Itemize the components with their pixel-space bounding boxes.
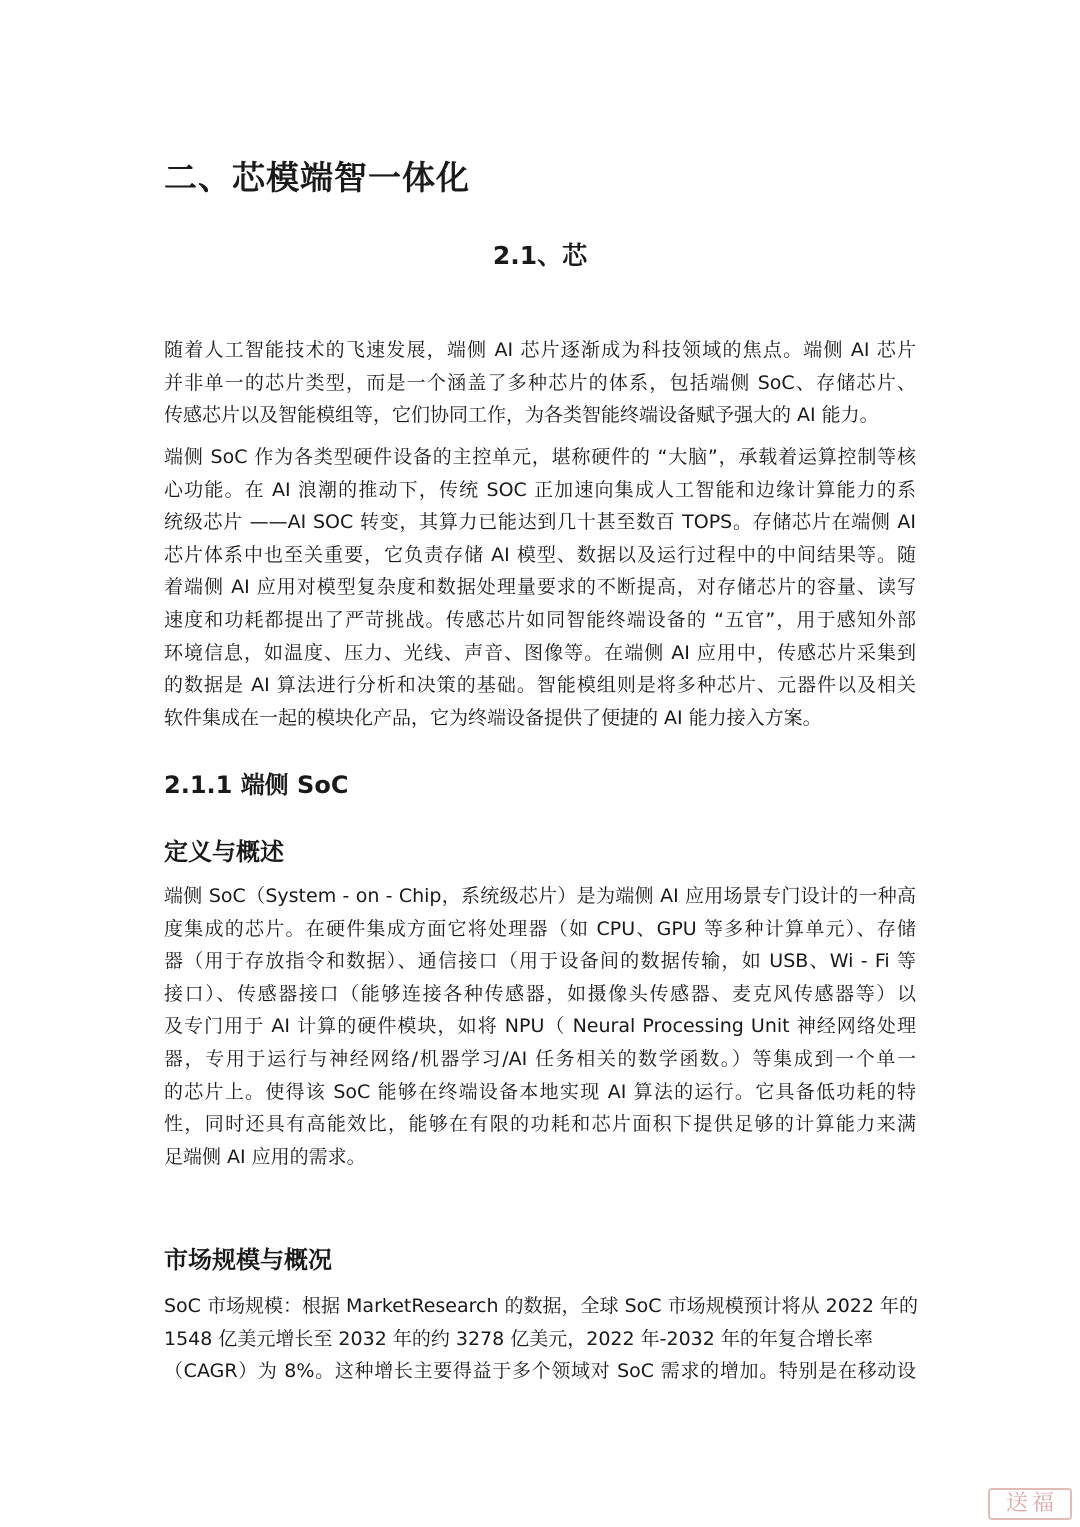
seal-char: 福 — [1032, 1491, 1055, 1516]
paragraph-line: 端侧 SoC（System - on - Chip，系统级芯片）是为端侧 AI 应用场景专门设计的一种高 — [164, 885, 916, 907]
paragraph-line: 软件集成在一起的模块化产品，它为终端设备提供了便捷的 AI 能力接入方案。 — [164, 706, 822, 729]
paragraph-line: 环境信息，如温度、压力、光线、声音、图像等。在端侧 AI 应用中，传感芯片采集到 — [164, 641, 916, 664]
overview-paragraph — [164, 441, 916, 734]
paragraph-line: 1548 亿美元增长至 2032 年的约 3278 亿美元，2022 年-2032 年的年复合增长率 — [164, 1327, 873, 1350]
paragraph-line: 并非单一的芯片类型，而是一个涵盖了多种芯片的体系，包括端侧 SoC、存储芯片、 — [164, 371, 916, 394]
paragraph-line: SoC 市场规模：根据 MarketResearch 的数据，全球 SoC 市场规模预计将从 2022 年的 — [164, 1295, 918, 1317]
market-heading: 市场规模与概况 — [164, 1246, 332, 1274]
section-title: 二、芯模端智一体化 — [164, 158, 470, 197]
definition-heading: 定义与概述 — [164, 838, 284, 866]
paragraph-line: 性，同时还具有高能效比，能够在有限的功耗和芯片面积下提供足够的计算能力来满 — [164, 1113, 916, 1136]
paragraph-line: 心功能。在 AI 浪潮的推动下，传统 SOC 正加速向集成人工智能和边缘计算能力的系 — [164, 478, 916, 501]
subsection-title: 2.1、芯 — [492, 241, 588, 270]
paragraph-line: 接口）、传感器接口（能够连接各种传感器，如摄像头传感器、麦克风传感器等）以 — [164, 982, 916, 1005]
market-paragraph — [164, 1290, 916, 1388]
seal-stamp — [988, 1488, 1072, 1520]
paragraph-line: 芯片体系中也至关重要，它负责存储 AI 模型、数据以及运行过程中的中间结果等。随 — [164, 543, 916, 566]
paragraph-line: 及专门用于 AI 计算的硬件模块，如将 NPU（ Neural Processing Unit 神经网络处理 — [164, 1015, 916, 1038]
paragraph-line: 度集成的芯片。在硬件集成方面它将处理器（如 CPU、GPU 等多种计算单元）、存储 — [164, 917, 916, 940]
paragraph-line: 随着人工智能技术的飞速发展，端侧 AI 芯片逐渐成为科技领域的焦点。端侧 AI 芯片 — [164, 339, 916, 361]
seal-char: 送 — [1005, 1491, 1028, 1516]
paragraph-line: 端侧 SoC 作为各类型硬件设备的主控单元，堪称硬件的 “大脑”，承载着运算控制等核 — [164, 446, 916, 468]
paragraph-line: （CAGR）为 8%。这种增长主要得益于多个领域对 SoC 需求的增加。特别是在移动设 — [164, 1360, 916, 1383]
soc-heading: 2.1.1 端侧 SoC — [164, 771, 349, 799]
paragraph-line: 统级芯片 ——AI SOC 转变，其算力已能达到几十甚至数百 TOPS。存储芯片在端侧 AI — [164, 511, 916, 534]
paragraph-line: 的数据是 AI 算法进行分析和决策的基础。智能模组则是将多种芯片、元器件以及相关 — [164, 674, 916, 697]
paragraph-line: 速度和功耗都提出了严苛挑战。传感芯片如同智能终端设备的 “五官”，用于感知外部 — [164, 608, 916, 631]
definition-paragraph — [164, 880, 916, 1173]
paragraph-line: 足端侧 AI 应用的需求。 — [164, 1145, 366, 1168]
paragraph-line: 器（用于存放指令和数据）、通信接口（用于设备间的数据传输，如 USB、Wi - Fi 等 — [164, 950, 916, 973]
paragraph-line: 着端侧 AI 应用对模型复杂度和数据处理量要求的不断提高，对存储芯片的容量、读写 — [164, 576, 916, 599]
paragraph-line: 的芯片上。使得该 SoC 能够在终端设备本地实现 AI 算法的运行。它具备低功耗的特 — [164, 1080, 916, 1103]
paragraph-line: 传感芯片以及智能模组等，它们协同工作，为各类智能终端设备赋予强大的 AI 能力。 — [164, 404, 879, 427]
intro-paragraph — [164, 334, 916, 432]
paragraph-line: 器，专用于运行与神经网络/机器学习/AI 任务相关的数学函数。）等集成到一个单一 — [164, 1047, 916, 1070]
